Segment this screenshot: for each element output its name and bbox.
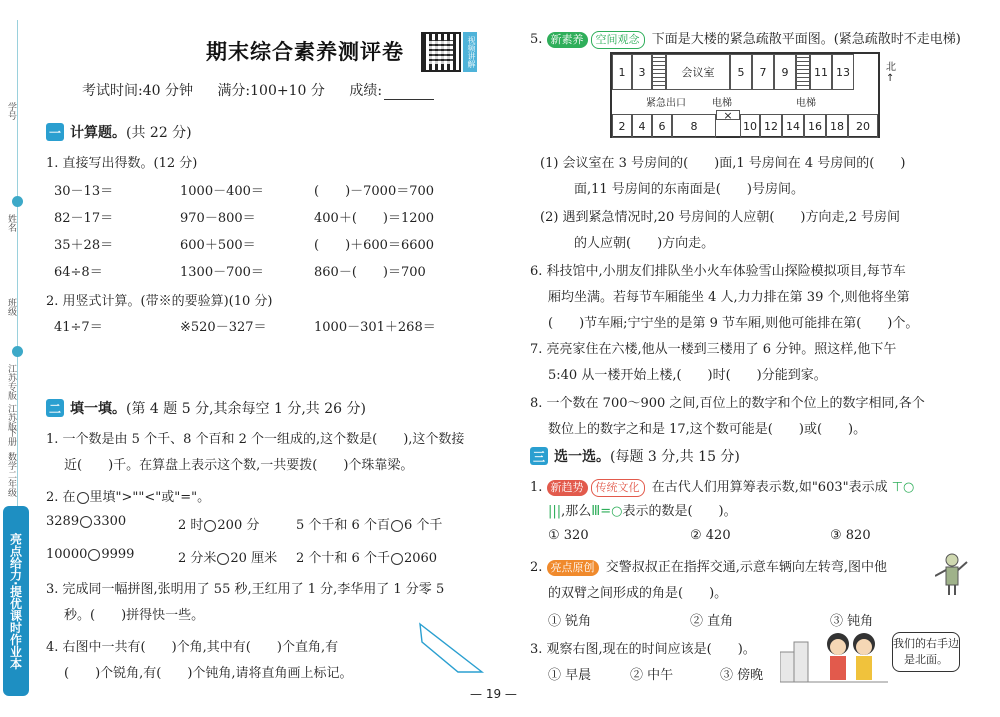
question-text: 下面是大楼的紧急疏散平面图。(紧急疏散时不走电梯) [651,32,961,47]
question-text: 面,11 号房间的东南面是( )号房间。 [574,182,804,197]
compare-item [46,547,134,562]
calc-item: 970－800＝ [180,211,256,226]
room: 4 [632,114,652,138]
question-text: 在古代人们用算筹表示数,如"603"表示成 [651,480,888,495]
children-illustration [780,622,888,686]
option[interactable]: ② 直角 [690,614,734,629]
spine-label-class: 班级 [6,298,16,316]
room: 16 [804,114,826,138]
compare-item [296,547,437,566]
room-conference: 会议室 [666,54,730,90]
question-number: 1. [530,480,543,495]
elevator-icon: × [716,110,740,120]
question-text: ( )个锐角,有( )个钝角,请将直角画上标记。 [64,666,353,681]
compare-left: 2 时 [178,518,204,533]
compare-circle[interactable] [391,520,403,532]
tag-new-literacy: 新素养 [547,32,588,48]
section-title: 填一填。 [70,401,126,417]
compare-item [46,514,126,529]
room: 20 [848,114,878,138]
compare-right: 200 分 [217,518,260,533]
calc-item: 64÷8＝ [54,265,103,280]
room: 10 [740,114,760,138]
angle-figure [418,622,488,674]
rod-numeral-icon: ||| [548,504,562,519]
compare-circle[interactable] [217,553,229,565]
compare-right: 9999 [101,547,135,562]
question-text: 的人应朝( )方向走。 [574,236,715,251]
question-number: 5. [530,32,543,47]
police-arm [935,570,946,576]
exam-score: 满分:100+10 分 [217,83,325,99]
exam-result-label: 成绩: [349,83,383,99]
section-number: 一 [46,123,64,141]
option[interactable]: ① 锐角 [548,614,592,629]
calc-item: ( )＋600＝6600 [314,238,435,253]
calc-item: 35＋28＝ [54,238,114,253]
compare-left: 5 个千和 6 个百 [296,518,390,533]
room: 14 [782,114,804,138]
question-text: (1) 会议室在 3 号房间的( )面,1 号房间在 4 号房间的( ) [540,156,906,171]
choice-2-line-1 [530,556,887,576]
child-body [856,656,872,680]
compare-right: 3300 [93,514,127,529]
rod-numeral-icon: ⊤○ [891,480,915,495]
section-number: 二 [46,399,64,417]
calc-item: 1000－400＝ [180,184,264,199]
rod-numeral-icon: Ⅲ=○ [591,504,623,519]
room: 2 [612,114,632,138]
spine-label-name: 姓名 [6,214,16,232]
angle-figure-shape [420,624,482,672]
compare-right: 20 厘米 [230,551,278,566]
brand-logo: 亮点给力·提优课时作业本 [3,506,29,696]
calc-item: 30－13＝ [54,184,114,199]
evacuation-map [610,52,880,138]
speech-bubble: 我们的右手边是北面。 [892,632,960,672]
exit-label: 紧急出口 [646,98,686,109]
room: 8 [672,114,716,138]
elevator-label: 电梯 [712,98,732,109]
compare-item [178,547,277,566]
qr-code[interactable] [421,32,461,72]
option[interactable]: ① 早晨 [548,668,592,683]
option[interactable]: ② 中午 [630,668,674,683]
tag-new-trend: 新趋势 [547,480,588,496]
choice-1-line-2 [548,500,737,519]
calc-item: 400＋( )＝1200 [314,211,435,226]
room: 9 [774,54,796,90]
compare-item [178,514,259,533]
calc-item: 82－17＝ [54,211,114,226]
question-text: 近( )千。在算盘上表示这个数,一共要拨( )个珠靠梁。 [64,458,414,473]
question-text: 交警叔叔正在指挥交通,示意车辆向左转弯,图中他 [605,560,887,575]
compare-item [296,514,442,533]
police-head [946,554,958,566]
spine-label-version: 江苏版 [6,404,16,431]
choice-1-line-1 [530,476,914,497]
stairs-icon [652,54,666,90]
question-text: 数位上的数字之和是 17,这个数可能是( )或( )。 [548,422,867,437]
spine-label-subject: 数学二年级 [6,452,16,497]
question-text: 7. 亮亮家住在六楼,他从一楼到三楼用了 6 分钟。照这样,他下午 [530,342,897,357]
option[interactable]: ③ 钝角 [830,614,874,629]
section-title: 选一选。 [554,449,610,465]
room: 18 [826,114,848,138]
compare-circle[interactable] [80,516,92,528]
section-number: 三 [530,447,548,465]
compare-circle[interactable] [88,549,100,561]
room: 5 [730,54,752,90]
vertical-calc-item: 1000－301＋268＝ [314,320,436,335]
question-text: 4. 右图中一共有( )个角,其中有( )个直角,有 [46,640,339,655]
question-text-part: 里填">""<"或"="。 [89,490,211,505]
question-text: 1. 一个数是由 5 个千、8 个百和 2 个一组成的,这个数是( ),这个数接 [46,432,465,447]
vertical-calc-item: ※520－327＝ [180,320,267,335]
compare-circle[interactable] [391,553,403,565]
option[interactable]: ③ 傍晚 [720,668,764,683]
question-text: 2. 用竖式计算。(带※的要验算)(10 分) [46,294,273,309]
child-face [856,639,872,655]
qr-tag: 视频讲解 [463,32,477,72]
room: 13 [832,54,854,90]
page-title: 期末综合素养测评卷 [206,39,404,64]
question-text: 8. 一个数在 700～900 之间,百位上的数字和个位上的数字相同,各个 [530,396,925,411]
question-5-header [530,28,961,49]
building-shape [794,642,808,682]
room: 1 [612,54,632,90]
question-text: 的双臂之间形成的角是( )。 [548,586,728,601]
question-number: 2. [530,560,543,575]
question-text: 6. 科技馆中,小朋友们排队坐小火车体验雪山探险模拟项目,每节车 [530,264,906,279]
room: 12 [760,114,782,138]
stairs-icon [796,54,810,90]
question-text: ( )节车厢;宁宁坐的是第 9 节车厢,则他可能排在第( )个。 [548,316,919,331]
spine-label-edition: 江苏专版 [6,364,16,400]
question-text: 5:40 从一楼开始上楼,( )时( )分能到家。 [548,368,827,383]
tag-original: 亮点原创 [547,560,599,576]
compare-right: 2060 [403,551,438,566]
question-text: 表示的数是( )。 [622,504,737,519]
compare-left: 2 个十和 6 个千 [296,551,390,566]
vertical-calc-item: 41÷7＝ [54,320,103,335]
option[interactable]: ② 420 [690,528,731,543]
compare-left: 10000 [46,547,88,562]
option[interactable]: ① 320 [548,528,589,543]
child-face [830,639,846,655]
traffic-police-icon [935,552,969,596]
police-body [946,567,958,585]
child-body [830,656,846,680]
spine-dot [12,196,23,207]
calc-item: 1300－700＝ [180,265,264,280]
tag-spatial: 空间观念 [591,31,645,49]
question-text: 1. 直接写出得数。(12 分) [46,156,198,171]
police-arm [958,562,967,570]
spine-label-volume: 下册 [6,428,16,446]
room: 7 [752,54,774,90]
calc-item: 600＋500＝ [180,238,256,253]
spine-label-student-id: 学号 [6,102,16,120]
north-indicator: 北 ↑ [886,62,896,84]
exam-time: 考试时间:40 分钟 [82,83,193,99]
question-text [46,486,210,505]
spine-dot [12,346,23,357]
result-blank[interactable] [384,99,434,100]
section-2-heading [46,398,366,418]
section-title: 计算题。 [70,125,126,141]
calc-item: 860－( )＝700 [314,265,426,280]
compare-left: 3289 [46,514,80,529]
question-text: 厢均坐满。若每节车厢能坐 4 人,力力排在第 39 个,则他将坐第 [548,290,910,305]
elevator-label: 电梯 [796,98,816,109]
room: 3 [632,54,652,90]
compare-right: 6 个千 [403,518,443,533]
section-1-heading [46,122,192,142]
section-note: (共 22 分) [126,125,192,141]
page-number: — 19 — [470,687,517,701]
question-text: 秒。( )拼得快一些。 [64,608,205,623]
question-text: 3. 完成同一幅拼图,张明用了 55 秒,王红用了 1 分,李华用了 1 分零 5 [46,582,445,597]
section-note: (每题 3 分,共 15 分) [610,449,740,465]
calc-item: ( )－7000＝700 [314,184,435,199]
binding-spine [0,0,34,717]
room: 11 [810,54,832,90]
room: 6 [652,114,672,138]
section-note: (第 4 题 5 分,其余每空 1 分,共 26 分) [126,401,366,417]
north-label: 北 [886,62,896,73]
tag-culture: 传统文化 [591,479,645,497]
question-text-part: 2. 在 [46,490,76,505]
question-text: (2) 遇到紧急情况时,20 号房间的人应朝( )方向走,2 号房间 [540,210,901,225]
option[interactable]: ③ 820 [830,528,871,543]
compare-circle[interactable] [204,520,216,532]
question-text: ,那么 [561,504,592,519]
question-text: 3. 观察右图,现在的时间应该是( )。 [530,642,756,657]
exam-info [82,80,454,100]
compare-circle [77,492,89,504]
section-3-heading [530,446,740,466]
compare-left: 2 分米 [178,551,217,566]
